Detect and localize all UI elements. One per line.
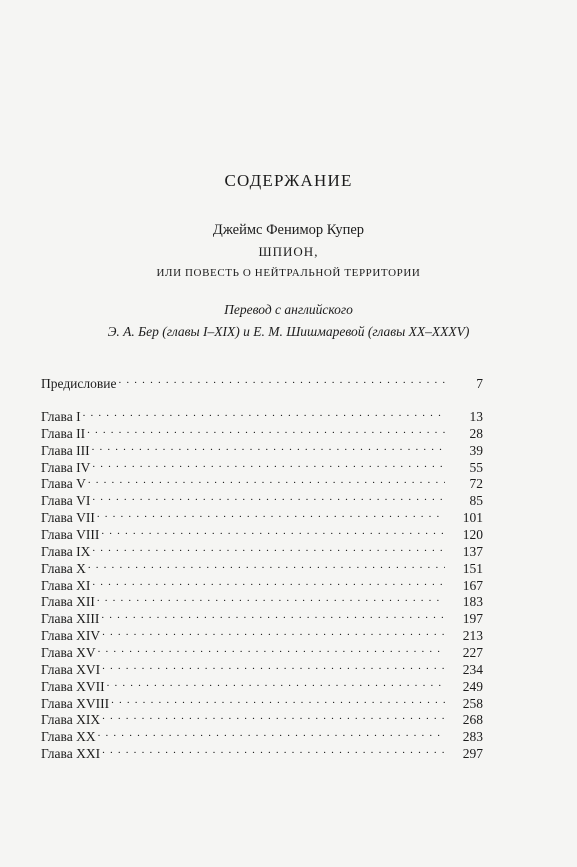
toc-entry-label: Глава XVIII <box>41 695 110 711</box>
toc-entry-chapter[interactable] <box>41 692 483 711</box>
author-name: Джеймс Фенимор Купер <box>212 222 365 238</box>
toc-entry-label: Глава XV <box>41 644 96 660</box>
toc-entry-label: Глава VIII <box>41 527 100 542</box>
toc-entry-label: Глава XI <box>41 577 91 593</box>
toc-entry-chapter[interactable] <box>41 590 483 610</box>
toc-entry-page: 120 <box>462 527 483 542</box>
toc-entry-page: 167 <box>462 577 483 593</box>
dot-leader <box>102 708 445 724</box>
toc-entry-page: 7 <box>476 376 483 391</box>
toc-entry-page: 55 <box>469 459 483 475</box>
page-title: СОДЕРЖАНИЕ <box>224 171 353 190</box>
toc-entry-chapter[interactable] <box>41 624 483 643</box>
toc-entry-chapter[interactable] <box>41 641 483 660</box>
toc-entry-label: Глава IV <box>41 459 91 475</box>
dot-leader <box>102 742 445 758</box>
dot-leader <box>102 658 445 674</box>
toc-entry-chapter[interactable] <box>41 540 483 559</box>
toc-entry-chapter[interactable] <box>41 405 483 424</box>
dot-leader <box>97 506 445 522</box>
dot-leader <box>98 641 445 657</box>
toc-entry-label: Глава VI <box>41 493 91 509</box>
toc-entry-page: 227 <box>462 644 483 660</box>
toc-entry-chapter[interactable] <box>41 658 483 677</box>
toc-entry-label: Глава XXI <box>41 746 101 761</box>
toc-entry-label: Глава XVI <box>41 661 101 677</box>
dot-leader <box>107 675 445 691</box>
toc-entry-page: 234 <box>462 661 483 677</box>
toc-entry-label: Глава I <box>41 409 81 424</box>
translation-note: Перевод с английского <box>224 302 353 317</box>
toc-entry-label: Глава IX <box>41 543 91 559</box>
dot-leader <box>92 456 445 472</box>
toc-entry-chapter[interactable] <box>41 422 483 441</box>
toc-entry-chapter[interactable] <box>41 574 483 593</box>
toc-entry-preface[interactable] <box>41 372 483 391</box>
dot-leader <box>97 590 445 606</box>
toc-entry-label: Глава XIX <box>41 712 101 728</box>
dot-leader <box>87 422 445 438</box>
toc-entry-label: Глава XX <box>41 729 96 745</box>
toc-entry-label: Предисловие <box>41 376 117 391</box>
toc-entry-chapter[interactable] <box>41 708 483 728</box>
toc-entry-chapter[interactable] <box>41 742 483 761</box>
toc-entry-chapter[interactable] <box>41 675 483 694</box>
toc-entry-chapter[interactable] <box>41 523 483 542</box>
toc-entry-chapter[interactable] <box>41 489 483 509</box>
translators-note: Э. А. Бер (главы I–XIX) и Е. М. Шишмаревой (главы XX–XXXV) <box>107 324 470 339</box>
toc-entry-label: Глава XVII <box>41 678 105 694</box>
toc-entry-page: 72 <box>469 476 483 492</box>
dot-leader <box>102 624 445 640</box>
toc-entry-page: 101 <box>462 510 483 526</box>
dot-leader <box>88 557 445 573</box>
dot-leader <box>98 725 445 741</box>
dot-leader <box>92 540 445 556</box>
toc-entry-chapter[interactable] <box>41 472 483 492</box>
toc-entry-page: 258 <box>462 695 483 711</box>
dot-leader <box>83 405 445 421</box>
dot-leader <box>101 607 445 623</box>
toc-entry-page: 183 <box>462 594 483 610</box>
toc-entry-page: 249 <box>462 678 483 694</box>
toc-entry-page: 297 <box>462 746 483 761</box>
toc-entry-label: Глава XII <box>41 594 95 610</box>
toc-entry-page: 28 <box>469 425 483 441</box>
toc-entry-chapter[interactable] <box>41 506 483 526</box>
work-subtitle: ИЛИ ПОВЕСТЬ О НЕЙТРАЛЬНОЙ ТЕРРИТОРИИ <box>156 267 421 279</box>
dot-leader <box>92 489 445 505</box>
toc-entry-label: Глава V <box>41 476 86 492</box>
toc-entry-label: Глава X <box>41 560 86 576</box>
dot-leader <box>92 439 445 455</box>
dot-leader <box>88 472 445 488</box>
toc-entry-label: Глава XIV <box>41 628 101 643</box>
toc-entry-chapter[interactable] <box>41 725 483 745</box>
work-title: ШПИОН, <box>258 244 319 259</box>
toc-entry-chapter[interactable] <box>41 607 483 627</box>
toc-entry-chapter[interactable] <box>41 456 483 475</box>
toc-entry-label: Глава III <box>41 442 90 458</box>
dot-leader <box>92 574 445 590</box>
dot-leader <box>111 692 445 708</box>
toc-entry-page: 13 <box>469 409 483 424</box>
toc-entry-chapter[interactable] <box>41 557 483 576</box>
toc-entry-label: Глава II <box>41 425 86 441</box>
toc-entry-label: Глава VII <box>41 510 95 526</box>
toc-entry-page: 151 <box>462 560 483 576</box>
toc-entry-page: 85 <box>469 493 483 509</box>
toc-entry-label: Глава XIII <box>41 611 100 627</box>
toc-entry-page: 39 <box>469 442 483 458</box>
toc-entry-page: 137 <box>462 543 483 559</box>
toc-entry-page: 268 <box>462 712 483 728</box>
toc-entry-page: 197 <box>462 611 483 627</box>
toc-entry-chapter[interactable] <box>41 439 483 458</box>
dot-leader <box>101 523 445 539</box>
toc-entry-page: 213 <box>462 628 483 643</box>
dot-leader <box>118 372 445 388</box>
toc-entry-page: 283 <box>462 729 483 745</box>
